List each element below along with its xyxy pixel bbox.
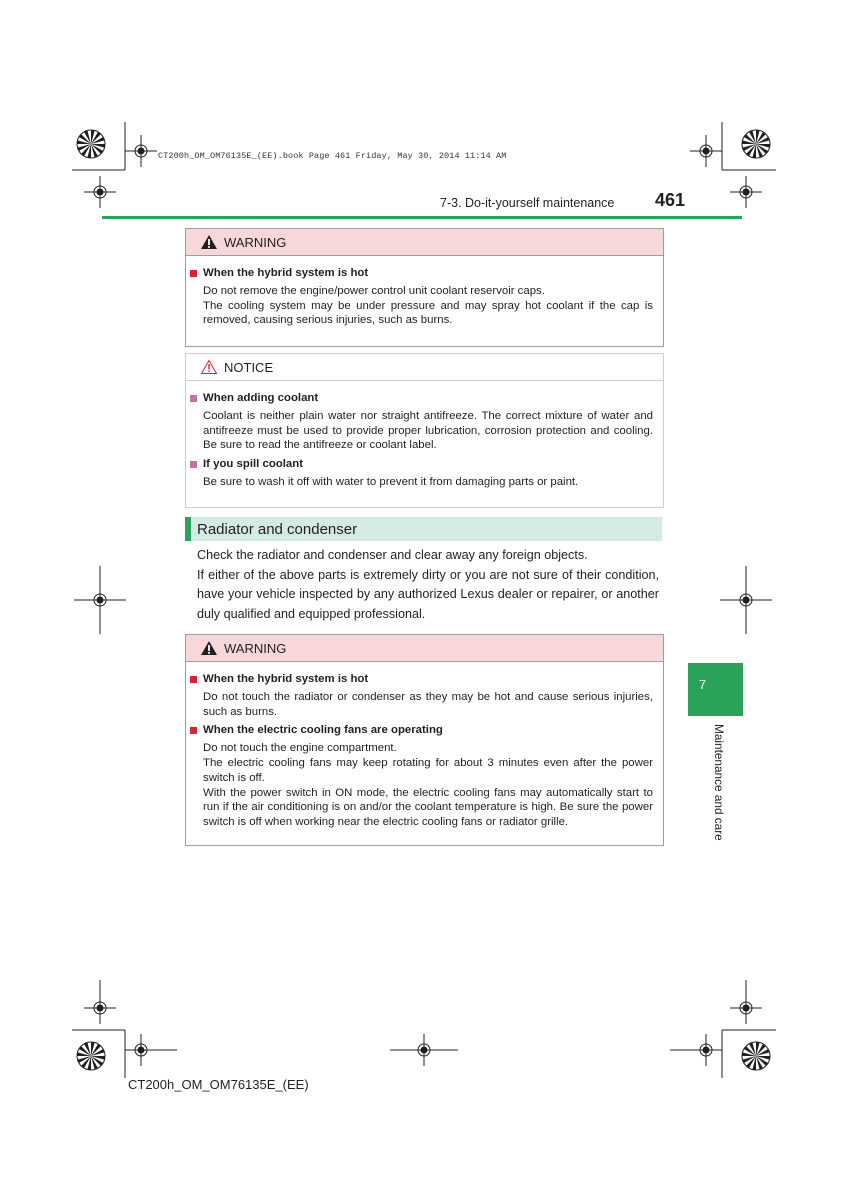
warning-triangle-icon	[200, 640, 218, 656]
bullet-square-icon	[190, 727, 197, 734]
bullet-square-icon	[190, 461, 197, 468]
warning-label: WARNING	[224, 234, 287, 250]
notice-item-text: Coolant is neither plain water nor straight antifreeze. The correct mixture of water and antifreeze must be used to provide proper lubrication, corrosion protection and cooling. Be sure to read the antifreeze or coolant label.	[203, 409, 653, 452]
paragraph: Check the radiator and condenser and clear away any foreign objects.	[197, 548, 588, 562]
warning-header	[186, 229, 663, 256]
notice-item-title: When adding coolant	[190, 391, 653, 406]
body-text	[197, 546, 659, 624]
star-target-icon	[742, 130, 770, 158]
bullet-square-icon	[190, 676, 197, 683]
warning-item-title: When the electric cooling fans are operating	[190, 723, 653, 738]
notice-header	[186, 354, 663, 381]
warning-item-text: Do not touch the engine compartment. The electric cooling fans may keep rotating for about 3 minutes even after the power switch is off. With the power switch in ON mode, the electric cooling fans may automatically start to run if the air conditioning is on and/or the coolant temperature is high. Be sure the power switch is off when working near the electric cooling fans or radiator grille.	[203, 742, 653, 829]
chapter-tab	[688, 663, 743, 716]
warning-box-2	[185, 634, 664, 846]
warning-header	[186, 635, 663, 662]
notice-box	[185, 353, 664, 508]
print-header: CT200h_OM_OM76135E_(EE).book Page 461 Friday, May 30, 2014 11:14 AM	[158, 151, 507, 161]
chapter-number: 7	[699, 678, 706, 692]
bullet-square-icon	[190, 395, 197, 402]
bullet-square-icon	[190, 270, 197, 277]
chapter-label: Maintenance and care	[712, 724, 726, 841]
paragraph: If either of the above parts is extremely dirty or you are not sure of their condition, have your vehicle inspected by any authorized Lexus dealer or repairer, or another duly qualified and equipped professional.	[197, 567, 659, 621]
star-target-icon	[77, 130, 105, 158]
subsection-heading	[185, 517, 662, 541]
notice-triangle-icon	[200, 359, 218, 375]
warning-item-title: When the hybrid system is hot	[190, 672, 653, 687]
warning-item-text: Do not touch the radiator or condenser as they may be hot and cause serious injuries, such as burns.	[203, 690, 653, 718]
notice-label: NOTICE	[224, 359, 274, 375]
notice-item-text: Be sure to wash it off with water to prevent it from damaging parts or paint.	[203, 475, 579, 488]
page-number: 461	[655, 190, 686, 210]
star-target-icon	[77, 1042, 105, 1070]
warning-item-text: Do not remove the engine/power control unit coolant reservoir caps. The cooling system may be under pressure and may spray hot coolant if the cap is removed, causing serious injuries, such as burns.	[203, 284, 653, 327]
warning-label: WARNING	[224, 640, 287, 656]
warning-box-1	[185, 228, 664, 347]
header-rule	[102, 216, 742, 219]
subsection-title: Radiator and condenser	[197, 520, 358, 538]
footer-code: CT200h_OM_OM76135E_(EE)	[128, 1077, 309, 1092]
warning-triangle-icon	[200, 234, 218, 250]
section-title: 7-3. Do-it-yourself maintenance	[440, 196, 615, 210]
star-target-icon	[742, 1042, 770, 1070]
warning-item-title: When the hybrid system is hot	[190, 266, 653, 281]
notice-item-title: If you spill coolant	[190, 457, 653, 472]
